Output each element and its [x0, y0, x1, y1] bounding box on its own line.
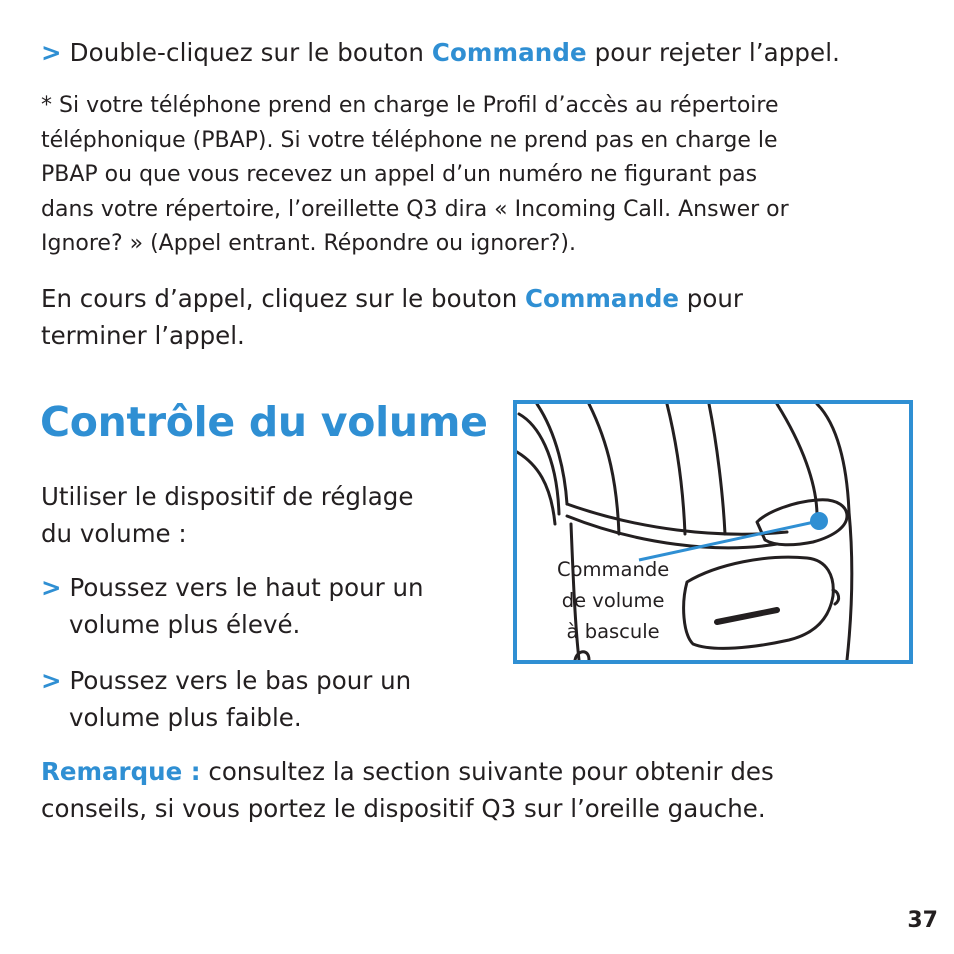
reject-call-instruction: > Double-cliquez sur le bouton Commande pour rejeter l’appel. — [41, 38, 841, 67]
remark-label: Remarque : — [41, 757, 201, 786]
end-call-paragraph: En cours d’appel, cliquez sur le bouton Commande pour terminer l’appel. — [41, 284, 743, 350]
bullet-arrow: > — [41, 573, 62, 602]
command-button-label: Commande — [525, 284, 680, 313]
volume-rocker-callout: Commande de volume à bascule — [557, 558, 670, 643]
remark-paragraph: Remarque : consultez la section suivante pour obtenir des conseils, si vous portez le dispositif Q3 sur l’oreille gauche. — [41, 757, 774, 823]
bullet-arrow: > — [41, 38, 62, 67]
bullet-arrow: > — [41, 666, 62, 695]
headset-volume-illustration — [513, 400, 913, 664]
bullet-volume-up: > Poussez vers le haut pour un volume plus élevé. — [41, 573, 424, 639]
volume-intro: Utiliser le dispositif de réglage du volume : — [41, 482, 414, 548]
bullet-volume-down: > Poussez vers le bas pour un volume plus faible. — [41, 666, 412, 732]
section-title: Contrôle du volume — [40, 398, 488, 446]
command-button-label: Commande — [431, 38, 587, 67]
pbap-footnote: * Si votre téléphone prend en charge le Profil d’accès au répertoire téléphonique (PBAP). Si votre téléphone ne prend pas en charge le PBAP ou que vous recevez un appel d’un numéro ne figurant pas dans votre répertoire, l’oreillette Q3 dira « Incoming Call. Answer or Ignore? » (Appel entrant. Répondre ou ignorer?). — [41, 93, 789, 256]
page-number: 37 — [907, 908, 938, 933]
